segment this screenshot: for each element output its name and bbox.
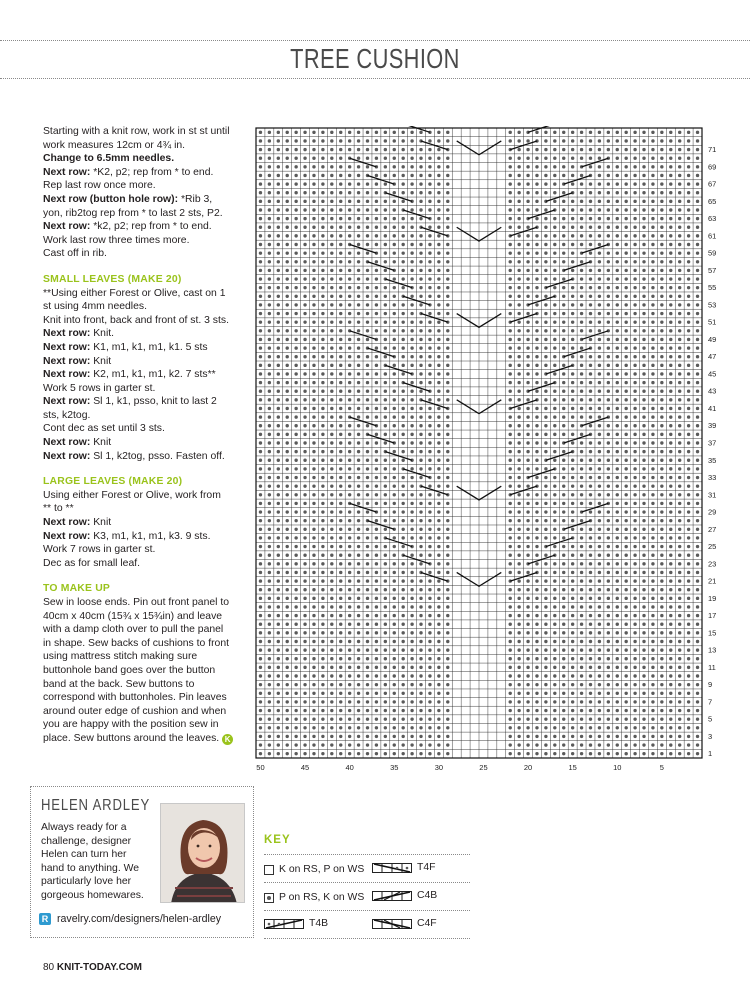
chart-key	[264, 834, 470, 929]
row-label: Next row:	[43, 328, 91, 340]
row-label: Next row:	[43, 355, 91, 367]
row-number-label: 7	[708, 697, 713, 707]
row-number-label: 15	[708, 628, 717, 638]
row-text: Knit	[90, 355, 112, 367]
row-number-label: 31	[708, 490, 717, 500]
ravelry-link-text[interactable]: ravelry.com/designers/helen-ardley	[57, 913, 222, 925]
stitch-chart	[254, 126, 724, 776]
row-text: Work 5 rows in garter st.	[43, 382, 156, 394]
row-text: work measures 12cm or 4¾ in.	[43, 139, 186, 151]
key-item-t4f	[372, 862, 435, 873]
instruction-line: in shape. Sew backs of cushions to front	[43, 637, 229, 649]
key-divider	[264, 910, 470, 911]
make-up-heading: TO MAKE UP	[43, 583, 111, 595]
key-item-purl	[264, 892, 364, 903]
designer-name: HELEN ARDLEY	[41, 797, 151, 814]
key-item-c4f	[372, 918, 437, 929]
row-number-label: 5	[708, 714, 713, 724]
row-number-label: 57	[708, 265, 717, 275]
small-leaves-block	[43, 287, 251, 464]
purl-stitch-icon	[264, 893, 274, 903]
instruction-line	[43, 422, 251, 436]
large-leaves-block	[43, 489, 251, 571]
row-label: Next row:	[43, 396, 91, 408]
column-number-label: 20	[523, 763, 533, 772]
row-text: *Rib 3,	[178, 193, 213, 205]
row-number-label: 65	[708, 196, 717, 206]
row-number-label: 23	[708, 559, 717, 569]
row-number-label: 53	[708, 300, 717, 310]
page-title: TREE CUSHION	[290, 43, 460, 74]
instruction-line	[43, 287, 251, 301]
instructions-column	[43, 125, 251, 746]
page-footer	[43, 962, 142, 973]
row-label: Next row:	[43, 530, 91, 542]
small-leaves-heading: SMALL LEAVES (MAKE 20)	[43, 273, 182, 285]
title-dotted-rule	[0, 78, 750, 79]
row-number-label: 39	[708, 421, 717, 431]
instruction-line: 40cm x 40cm (15¾ x 15¾in) and leave	[43, 610, 223, 622]
row-number-label: 59	[708, 248, 717, 258]
row-number-label: 55	[708, 283, 717, 293]
row-text: *K2, p2; rep from * to end.	[90, 166, 214, 178]
designer-bio-box	[30, 786, 254, 938]
key-divider	[264, 854, 470, 855]
t4f-cable-icon	[372, 863, 412, 873]
instruction-line	[43, 125, 251, 139]
row-text: Work last row three times more.	[43, 234, 190, 246]
row-text: Knit	[90, 437, 112, 449]
instruction-line	[43, 489, 251, 503]
instruction-line	[43, 395, 251, 409]
row-number-label: 9	[708, 680, 713, 690]
instruction-line	[43, 409, 251, 423]
instruction-line	[43, 382, 251, 396]
row-text: sts, k2tog.	[43, 409, 91, 421]
row-text: Cont dec as set until 3 sts.	[43, 423, 165, 435]
row-text: Knit into front, back and front of st. 3 sts.	[43, 314, 229, 326]
row-label: Next row:	[43, 166, 91, 178]
row-number-label: 47	[708, 352, 717, 362]
instruction-line	[43, 355, 251, 369]
row-number-label: 11	[708, 662, 716, 672]
row-number-label: 37	[708, 438, 717, 448]
row-label: Next row:	[43, 341, 91, 353]
row-text: ** to **	[43, 503, 74, 515]
key-divider	[264, 938, 470, 939]
column-number-label: 40	[345, 763, 354, 772]
key-item-knit	[264, 864, 364, 875]
instruction-line: buttonhole band goes over the button	[43, 664, 216, 676]
row-number-label: 25	[708, 542, 717, 552]
designer-photo	[160, 803, 245, 903]
row-number-label: 41	[708, 403, 717, 413]
column-number-label: 50	[256, 763, 265, 772]
key-title: KEY	[264, 834, 291, 846]
key-divider	[264, 882, 470, 883]
page-number: 80	[43, 962, 55, 973]
row-number-label: 45	[708, 369, 717, 379]
instruction-line	[43, 341, 251, 355]
instruction-line	[43, 166, 251, 180]
row-number-label: 29	[708, 507, 717, 517]
instruction-line	[43, 530, 251, 544]
row-text: Starting with a knit row, work in st st until	[43, 126, 230, 137]
key-grid	[264, 852, 470, 942]
instruction-line: Change to 6.5mm needles.	[43, 153, 175, 165]
instruction-line	[43, 502, 251, 516]
instruction-line	[43, 193, 251, 207]
instruction-line	[43, 436, 251, 450]
column-number-label: 15	[568, 763, 577, 772]
instruction-line: you are happy with the position sew in	[43, 719, 219, 731]
column-number-label: 25	[479, 763, 488, 772]
row-label: Next row:	[43, 369, 91, 381]
instruction-line	[43, 450, 251, 464]
key-label: P on RS, K on WS	[279, 892, 365, 903]
instruction-line: around outer edge of cushion and when	[43, 705, 227, 717]
key-item-t4b	[264, 918, 328, 929]
key-label: C4F	[417, 918, 437, 929]
row-text: *k2, p2; rep from * to end.	[90, 221, 212, 233]
make-up-block	[43, 596, 251, 732]
column-number-label: 30	[434, 763, 444, 772]
row-label: Next row (button hole row):	[43, 193, 179, 205]
instruction-line	[43, 543, 251, 557]
bio-line: particularly love her	[41, 876, 132, 888]
c4f-cable-icon	[372, 919, 412, 929]
instruction-line	[43, 557, 251, 571]
row-label: Next row:	[43, 437, 91, 449]
instruction-line	[43, 516, 251, 530]
instruction-line: with a damp cloth over to pull the panel	[43, 624, 224, 636]
row-text: Work 7 rows in garter st.	[43, 544, 156, 556]
row-text: yon, rib2tog rep from * to last 2 sts, P2.	[43, 207, 223, 219]
column-number-label: 10	[613, 763, 622, 772]
row-text: **Using either Forest or Olive, cast on 1	[43, 287, 226, 299]
key-label: C4B	[417, 890, 438, 901]
instruction-line	[43, 247, 251, 261]
column-number-label: 5	[659, 763, 664, 772]
t4b-cable-icon	[264, 919, 304, 929]
instruction-line	[43, 207, 251, 221]
row-number-label: 71	[708, 145, 717, 155]
row-text: Sl 1, k2tog, psso. Fasten off.	[90, 450, 225, 462]
row-text: Dec as for small leaf.	[43, 557, 141, 569]
instruction-line: using mattress stitch making sure	[43, 651, 198, 663]
row-number-label: 69	[708, 162, 717, 172]
key-item-c4b	[372, 890, 437, 901]
row-number-label: 1	[708, 749, 713, 759]
row-number-label: 35	[708, 455, 717, 465]
column-number-label: 45	[300, 763, 310, 772]
row-text: Using either Forest or Olive, work from	[43, 489, 221, 501]
key-label: T4F	[417, 862, 436, 873]
instruction-line: band at the back. Sew buttons to	[43, 678, 195, 690]
bio-line: gorgeous homewares.	[41, 889, 144, 901]
bio-line: Helen can turn her	[41, 849, 127, 861]
bio-line: Always ready for a	[41, 822, 127, 833]
row-text: Sl 1, k1, psso, knit to last 2	[90, 396, 217, 408]
row-text: Rep last row once more.	[43, 180, 156, 192]
intro-block	[43, 125, 251, 166]
c4b-cable-icon	[372, 891, 412, 901]
instruction-line: Sew in loose ends. Pin out front panel to	[43, 597, 229, 608]
instruction-line	[43, 327, 251, 341]
row-label: Next row:	[43, 221, 91, 233]
key-label: K on RS, P on WS	[279, 864, 365, 875]
row-number-label: 33	[708, 473, 717, 483]
row-number-label: 21	[708, 576, 717, 586]
footer-site: KNIT-TODAY.COM	[56, 962, 142, 973]
row-text: Knit.	[90, 328, 115, 340]
row-number-label: 19	[708, 593, 717, 603]
row-number-label: 3	[708, 731, 713, 741]
ravelry-link[interactable]	[39, 913, 221, 925]
bio-line: challenge, designer	[41, 835, 132, 847]
row-label: Next row:	[43, 517, 91, 529]
row-label: Next row:	[43, 450, 91, 462]
column-number-label: 35	[390, 763, 399, 772]
ravelry-icon: R	[39, 913, 51, 925]
row-number-label: 63	[708, 214, 717, 224]
row-number-label: 13	[708, 645, 717, 655]
designer-bio-text	[41, 821, 153, 903]
end-mark-icon: K	[222, 734, 233, 745]
row-text: K1, m1, k1, m1, k1. 5 sts	[90, 341, 208, 353]
key-label: T4B	[309, 918, 329, 929]
rows-block	[43, 166, 251, 261]
row-text: K3, m1, k1, m1, k3. 9 sts.	[90, 530, 211, 542]
instruction-line	[43, 234, 251, 248]
row-number-label: 67	[708, 179, 717, 189]
row-number-label: 27	[708, 524, 717, 534]
row-number-label: 51	[708, 317, 717, 327]
row-text: st using 4mm needles.	[43, 301, 147, 313]
knit-stitch-icon	[264, 865, 274, 875]
row-text: Cast off in rib.	[43, 248, 107, 260]
row-number-label: 61	[708, 231, 717, 241]
instruction-line	[43, 179, 251, 193]
row-number-label: 17	[708, 611, 717, 621]
instruction-line: correspond with buttonholes. Pin leaves	[43, 692, 227, 704]
row-text: K2, m1, k1, m1, k2. 7 sts**	[90, 369, 216, 381]
make-up-last-text: place. Sew buttons around the leaves.	[43, 732, 220, 744]
large-leaves-heading: LARGE LEAVES (MAKE 20)	[43, 476, 183, 488]
bio-line: hand to anything. We	[41, 862, 140, 874]
row-number-label: 43	[708, 386, 717, 396]
instruction-line	[43, 314, 251, 328]
top-dotted-rule	[0, 40, 750, 41]
instruction-line	[43, 139, 251, 153]
row-number-label: 49	[708, 334, 717, 344]
make-up-last-line	[43, 732, 251, 746]
row-text: Knit	[90, 517, 112, 529]
instruction-line	[43, 300, 251, 314]
instruction-line	[43, 220, 251, 234]
instruction-line	[43, 368, 251, 382]
